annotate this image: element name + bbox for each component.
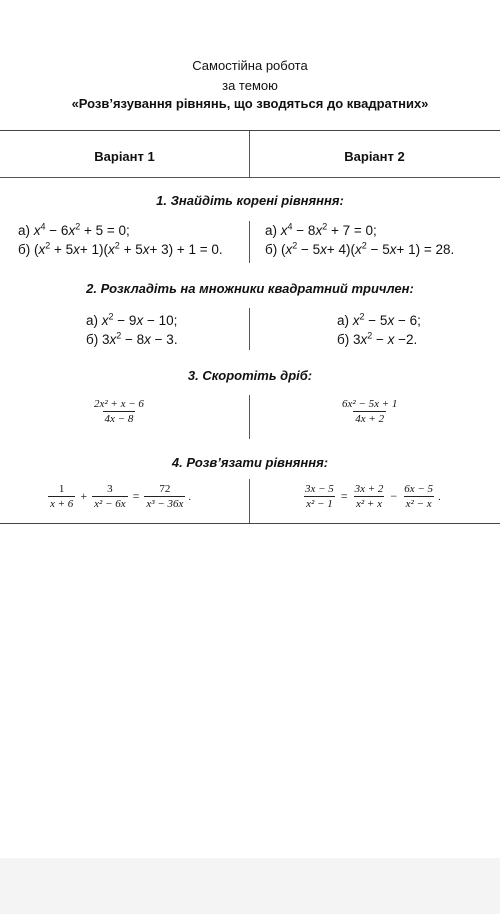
task-4-heading: 4. Розв’язати рівняння: — [171, 455, 329, 470]
worksheet-topic: «Розв’язування рівнянь, що зводяться до квадратних» — [71, 96, 429, 111]
column-divider — [249, 308, 250, 350]
task-2-heading: 2. Розкладіть на множники квадратний тричлен: — [86, 281, 414, 296]
task-1-v2-b: б) $(x^2 - 5x+ 4)(x^2 - 5x+ 1) = 28$. — [265, 240, 455, 257]
task-3-v1-fraction: $\frac{\text{2x² + x − 6}}{4x - 8}$ — [94, 398, 144, 425]
task-2-v2-a: а) $x^2 - 5x - 6$; — [337, 311, 421, 328]
task-1-heading: 1. Знайдіть корені рівняння: — [156, 193, 344, 208]
task-1-v2-a: а) $x^4 - 8x^2 + 7 = 0$; — [265, 221, 377, 238]
variant-2-header: Варіант 2 — [344, 149, 405, 164]
task-1-v1-b: б) $(x^2 + 5x+ 1)(x^2 + 5x+ 3) + 1 = 0$. — [18, 240, 223, 257]
row-divider — [0, 177, 500, 178]
task-4-v2-equation: $\frac{3x - 5}{\text{x² − 1}}$ = $\frac{3x + 2}{\text{x² + x}}$ − $\frac{6x - 5}{\text{x² − x}}$ . — [305, 483, 441, 510]
worksheet-title-line2: за темою — [222, 78, 278, 93]
task-3-heading: 3. Скоротіть дріб: — [187, 368, 313, 383]
task-1-v1-a: а) $x^4 - 6x^2 + 5 = 0$; — [18, 221, 130, 238]
variant-1-header: Варіант 1 — [94, 149, 155, 164]
task-2-v1-b: б) $3x^2 - 8x - 3$. — [86, 330, 178, 347]
task-2-v2-b: б) $3x^2 - x -2$. — [337, 330, 418, 347]
task-4-v1-equation: $\frac{1}{x + 6}$ + $\frac{3}{\text{x² − 6x}}$ = $\frac{72}{\text{x³ − 36x}}$ . — [50, 483, 192, 510]
task-2-v1-a: а) $x^2 - 9x - 10$; — [86, 311, 178, 328]
exercise-table — [0, 130, 500, 524]
column-divider — [249, 479, 250, 523]
column-divider — [249, 395, 250, 439]
worksheet-title-line1: Самостійна робота — [192, 58, 308, 73]
task-3-v2-fraction: $\frac{\text{6x² − 5x + 1}}{4x + 2}$ — [342, 398, 398, 425]
bottom-bar — [0, 858, 500, 914]
column-divider — [249, 221, 250, 263]
